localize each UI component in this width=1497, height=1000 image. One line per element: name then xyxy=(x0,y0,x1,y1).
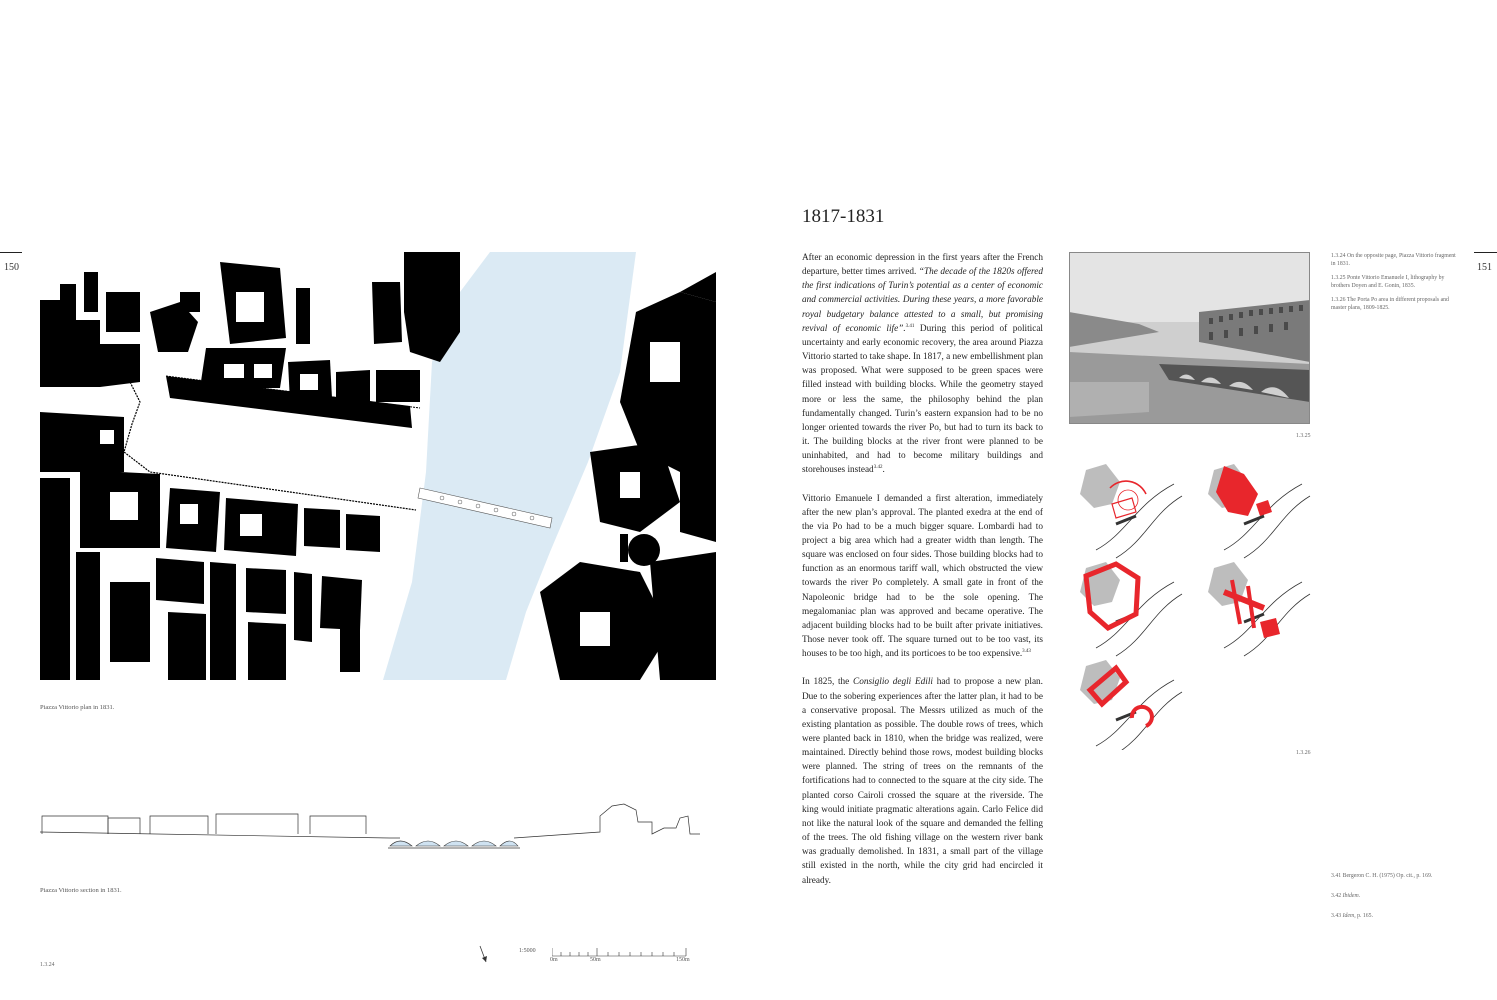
caption-1-3-26: 1.3.26 The Porta Po area in different proposals and master plans, 1809-1825. xyxy=(1331,297,1449,311)
text-run: 3.43 xyxy=(1331,913,1343,919)
proposal-1825 xyxy=(1080,660,1182,750)
chapter-title: 1817-1831 xyxy=(802,206,885,227)
right-page-number: 151 xyxy=(1477,262,1492,273)
article-body xyxy=(802,251,1043,888)
porta-po-proposals xyxy=(1068,460,1318,750)
side-captions xyxy=(1331,253,1456,320)
paragraph-2 xyxy=(802,492,1043,662)
text-run: In 1825, the xyxy=(802,677,854,688)
text-run: Vittorio Emanuele I demanded a first alteration, immediately after the new plan’s approval. The planted exedra at the end of the via Po had to be a much bigger square. Lombardi had to project a big area which had a greater width than length. The square was enclosed on four sides. Those building blocks had to function as an enormous tariff wall, which obstructed the view towards the river Po completely. A small gate in front of the Napoleonic bridge had to be the sole opening. The megalomaniac plan was approved and became operative. The adjacent building blocks had to be built after private initiatives. Those never took off. The square turned out to be too vast, its houses to be too high, and its porticoes to be too expensive. xyxy=(802,493,1043,660)
caption-1-3-25: 1.3.25 Ponte Vittorio Emanuele I, lithography by brothers Doyen and E. Gonin, 1835. xyxy=(1331,275,1445,289)
north-arrow-icon xyxy=(476,944,490,964)
footnote-3-41 xyxy=(1331,873,1461,880)
text-run: Idem xyxy=(1342,913,1355,919)
scale-ticks xyxy=(552,946,692,958)
lithograph-image xyxy=(1069,252,1310,424)
text-run: Ibidem xyxy=(1342,893,1359,899)
text-run: 3.42 xyxy=(1331,893,1343,899)
footnotes xyxy=(1331,873,1461,933)
footnote-3-43 xyxy=(1331,913,1461,920)
text-run: had to propose a new plan. Due to the sobering experiences after the latter plan, it had to be a conservative proposal. The Messrs utilized as much of the existing plantation as possible. The double rows of trees, which were planted back in 1810, when the bridge was realized, were maintained. Directly behind those rows, modest building blocks were planned. The string of trees on the remnants of the fortifications had to connected to the square at the city side. The planted corso Cairoli crossed the square at the riverside. The king would initiate pragmatic alterations again. Carlo Felice did not like the natural look of the square and demanded the felling of the trees. The old fishing village on the western river bank was gradually demolished. In 1831, a small part of the village still existed in the north, while the city grid had encircled it already. xyxy=(802,677,1043,886)
proposal-1818 xyxy=(1208,562,1310,656)
scale-tick-150: 150m xyxy=(676,957,690,963)
scale-ratio: 1:5000 xyxy=(519,948,536,954)
text-run: Consiglio degli Edili xyxy=(853,677,933,688)
scale-bar xyxy=(476,940,696,970)
footnote-ref: 3.41 xyxy=(905,323,915,329)
text-run: . xyxy=(1358,893,1361,899)
plan-caption: Piazza Vittorio plan in 1831. xyxy=(40,704,115,711)
proposals-figure-number: 1.3.26 xyxy=(1296,750,1311,756)
paragraph-1 xyxy=(802,251,1043,478)
section-caption: Piazza Vittorio section in 1831. xyxy=(40,887,122,894)
text-run: , p. 165. xyxy=(1354,913,1374,919)
scale-tick-0: 0m xyxy=(550,957,558,963)
footnote-ref: 3.43 xyxy=(1022,649,1031,655)
section-figure-number: 1.3.24 xyxy=(40,962,55,968)
proposal-1809 xyxy=(1080,464,1182,558)
proposal-1810 xyxy=(1208,464,1310,558)
footnote-3-42 xyxy=(1331,893,1461,900)
lithograph-figure-number: 1.3.25 xyxy=(1296,433,1311,439)
proposal-1817 xyxy=(1080,562,1182,656)
left-page-number: 150 xyxy=(4,262,19,273)
piazza-vittorio-section xyxy=(40,798,702,858)
text-run: After an economic depression in the first years after the French departure, better times arrived. xyxy=(802,253,1043,278)
piazza-vittorio-plan xyxy=(40,252,716,680)
text-run: . xyxy=(882,465,885,476)
paragraph-3 xyxy=(802,675,1043,887)
scale-tick-50: 50m xyxy=(590,957,601,963)
footnote-ref: 3.42 xyxy=(873,465,883,471)
right-page-rule xyxy=(1474,252,1497,253)
caption-1-3-24: 1.3.24 On the opposite page, Piazza Vittorio fragment in 1831. xyxy=(1331,253,1456,267)
text-run: During this period of political uncertainty and early economic recovery, the area around Piazza Vittorio started to take shape. In 1817, a new embellishment plan was proposed. What were supposed to be green spaces were filled instead with building blocks. While the geometry stayed more or less the same, the philosophy behind the plan fundamentally changed. Turin’s eastern expansion had to be no longer oriented towards the river Po, but had to turn its back to it. The building blocks at the river front were planned to be uninhabited, and had to become military buildings and storehouses instead xyxy=(802,323,1044,476)
left-page-rule xyxy=(0,252,22,253)
text-run: “The decade of the 1820s offered the first indications of Turin’s potential as a center of economic and commercial activities. During these years, a more favorable royal budgetary balance attested to a small, but promising revival of economic life”. xyxy=(802,267,1043,334)
text-run: 3.41 Bergeron C. H. (1975) Op. cit., p. 169. xyxy=(1331,873,1433,879)
